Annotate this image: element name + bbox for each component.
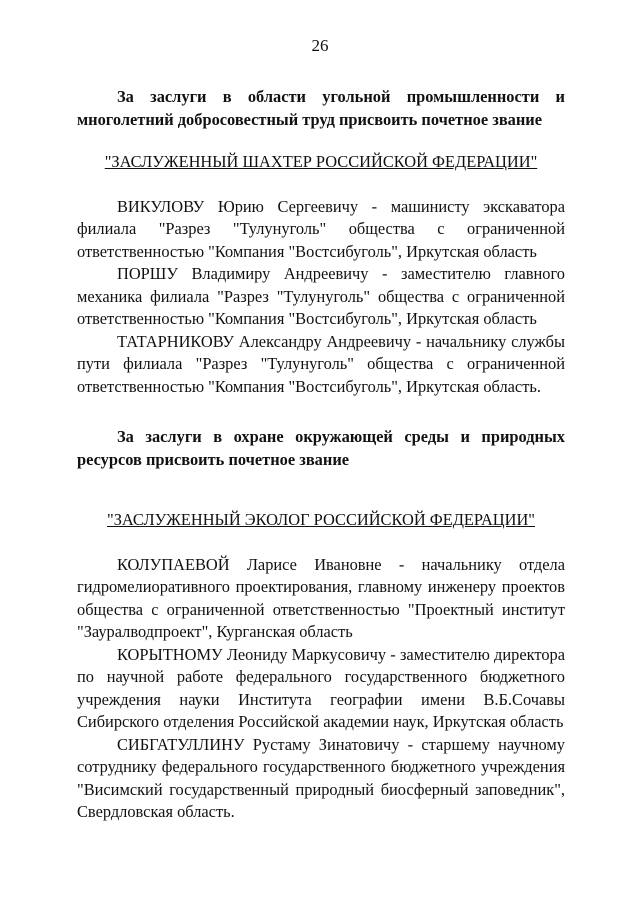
section-intro-mining: За заслуги в области угольной промышленности и многолетний добросовестный труд присвоить почетное звание xyxy=(77,87,565,129)
recipient-tatarnikov: ТАТАРНИКОВУ Александру Андреевичу - начальнику службы пути филиала "Разрез "Тулунуголь" общества с ограниченной ответственностью "Компания "Востсибуголь", Иркутская область. xyxy=(77,331,565,396)
recipient-kolupaeva: КОЛУПАЕВОЙ Ларисе Ивановне - начальнику отдела гидромелиоративного проектирования, главному инженеру проектов общества с ограниченной ответственностью "Проектный институт "Зауралводпроект", Курганская область xyxy=(77,554,565,641)
recipient-porsh: ПОРШУ Владимиру Андреевичу - заместителю главного механика филиала "Разрез "Тулунуголь" общества с ограниченной ответственностью "Компания "Востсибуголь", Иркутская область xyxy=(77,264,565,328)
award-title-ecology: "ЗАСЛУЖЕННЫЙ ЭКОЛОГ РОССИЙСКОЙ ФЕДЕРАЦИИ" xyxy=(107,510,535,529)
recipient-korytny: КОРЫТНОМУ Леониду Маркусовичу - заместителю директора по научной работе федерального государственного бюджетного учреждения науки Института географии имени В.Б.Сочавы Сибирского отделения Российской академии наук, Иркутская область xyxy=(77,644,565,731)
page-number: 26 xyxy=(311,36,329,55)
award-title-mining: "ЗАСЛУЖЕННЫЙ ШАХТЕР РОССИЙСКОЙ ФЕДЕРАЦИИ" xyxy=(104,152,538,171)
recipient-sibgatullin: СИБГАТУЛЛИНУ Рустаму Зинатовичу - старшему научному сотруднику федерального государственного бюджетного учреждения "Висимский государственный природный биосферный заповедник", Свердловская область. xyxy=(77,734,565,821)
recipient-vikulov: ВИКУЛОВУ Юрию Сергеевичу - машинисту экскаватора филиала "Разрез "Тулунуголь" общества с ограниченной ответственностью "Компания "Востсибуголь", Иркутская область xyxy=(77,196,565,261)
document-body xyxy=(77,86,565,824)
section-intro-ecology: За заслуги в охране окружающей среды и природных ресурсов присвоить почетное звание xyxy=(77,427,565,469)
